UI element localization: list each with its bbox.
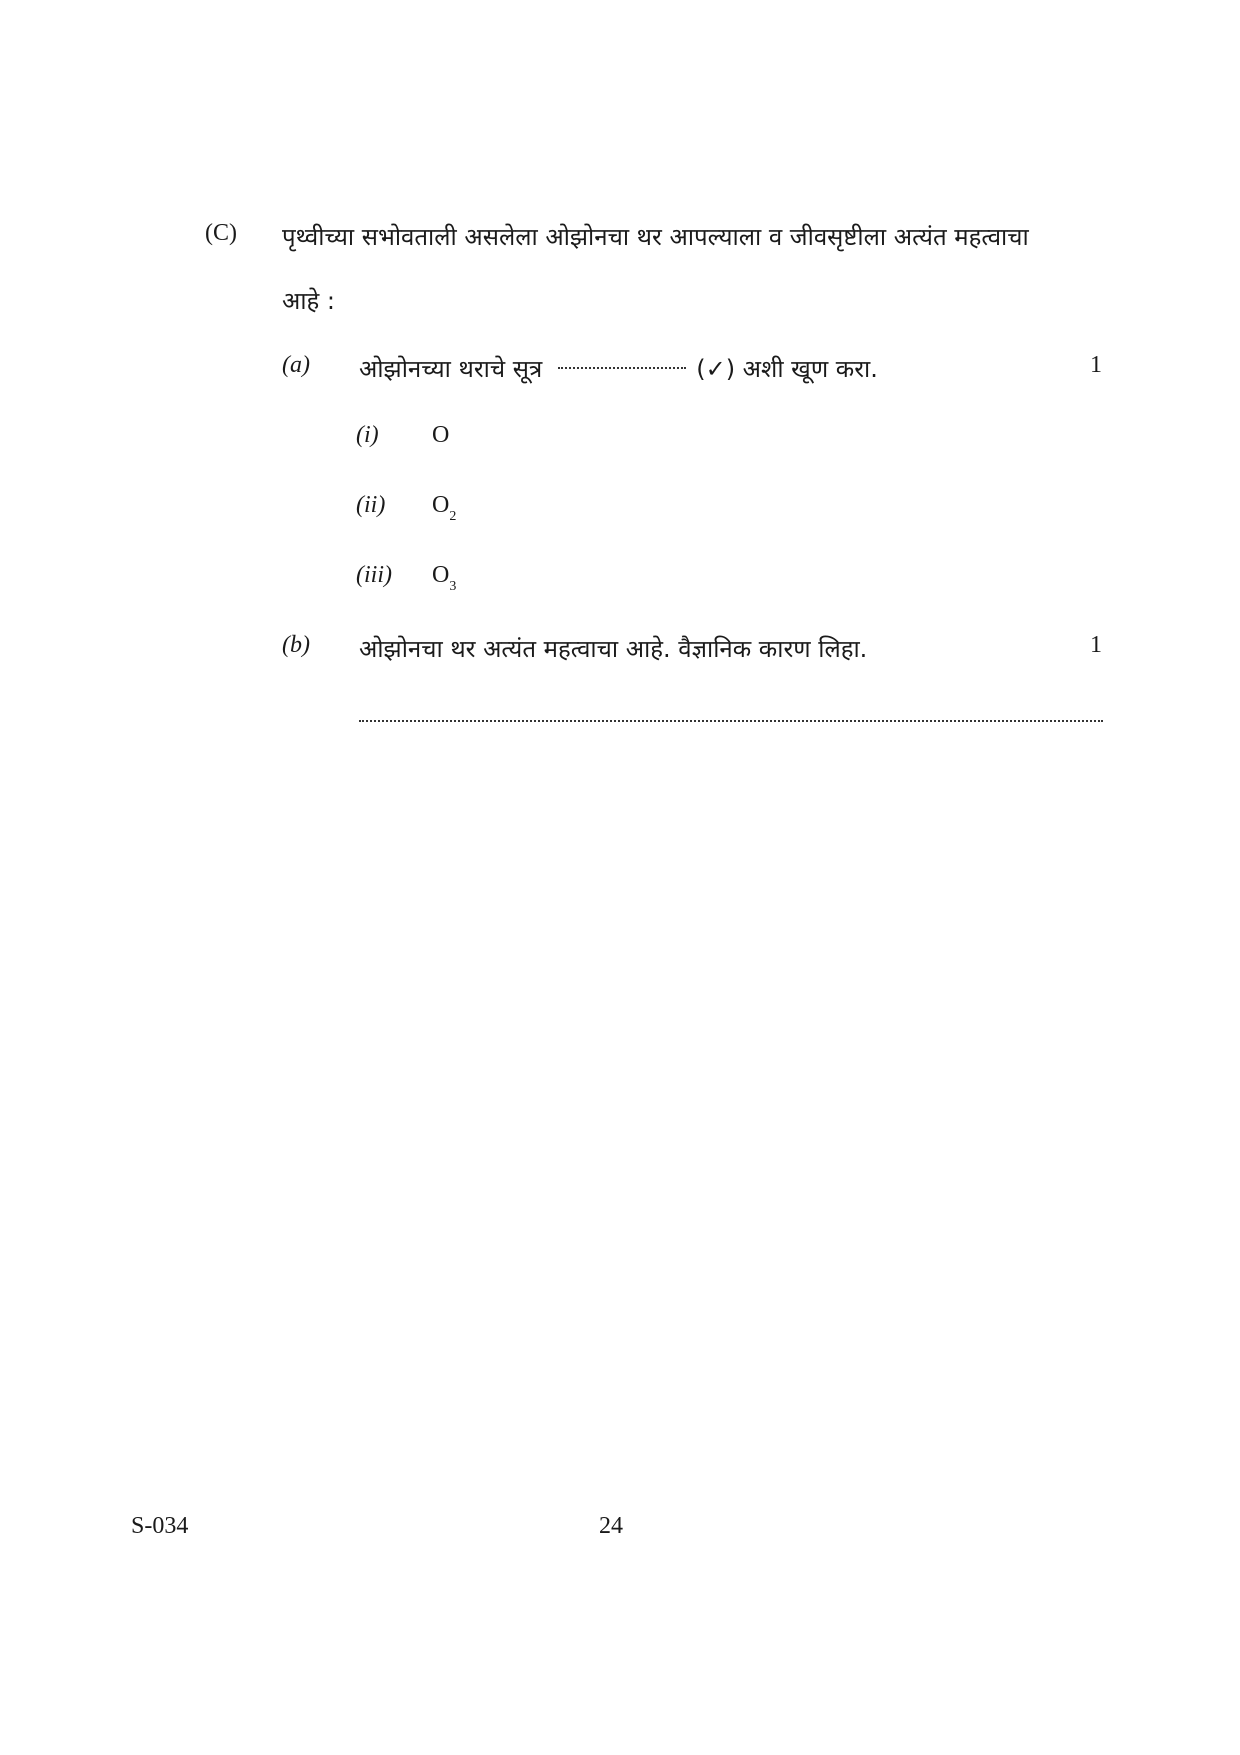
part-b-marks: 1 [1090, 632, 1102, 658]
footer-code: S-034 [131, 1513, 189, 1539]
option-i-symbol: O [432, 422, 450, 448]
option-iii-symbol: O [432, 562, 450, 588]
question-text-line2: आहे : [282, 287, 335, 315]
part-a-question [359, 352, 878, 385]
option-ii-formula [432, 492, 456, 525]
part-a-text-after: (✓) अशी खूण करा. [696, 355, 878, 383]
question-label: (C) [205, 220, 237, 246]
option-ii-subscript: 2 [449, 509, 457, 524]
option-i-formula [432, 422, 449, 449]
part-a-label: (a) [282, 352, 310, 378]
page-number: 24 [599, 1513, 623, 1539]
fill-in-blank [558, 353, 686, 369]
part-b-text: ओझोनचा थर अत्यंत महत्वाचा आहे. वैज्ञानिक कारण लिहा. [359, 635, 868, 663]
option-ii-label: (ii) [356, 492, 386, 518]
question-text-line1: पृथ्वीच्या सभोवताली असलेला ओझोनचा थर आपल्याला व जीवसृष्टीला अत्यंत महत्वाचा [282, 223, 1029, 251]
part-b-label: (b) [282, 632, 310, 658]
option-iii-subscript: 3 [449, 579, 457, 594]
option-i-label: (i) [356, 422, 379, 448]
part-a-marks: 1 [1090, 352, 1102, 378]
part-a-text-before: ओझोनच्या थराचे सूत्र [359, 355, 543, 383]
option-iii-formula [432, 562, 456, 595]
option-iii-label: (iii) [356, 562, 392, 588]
answer-line [359, 720, 1103, 722]
option-ii-symbol: O [432, 492, 450, 518]
